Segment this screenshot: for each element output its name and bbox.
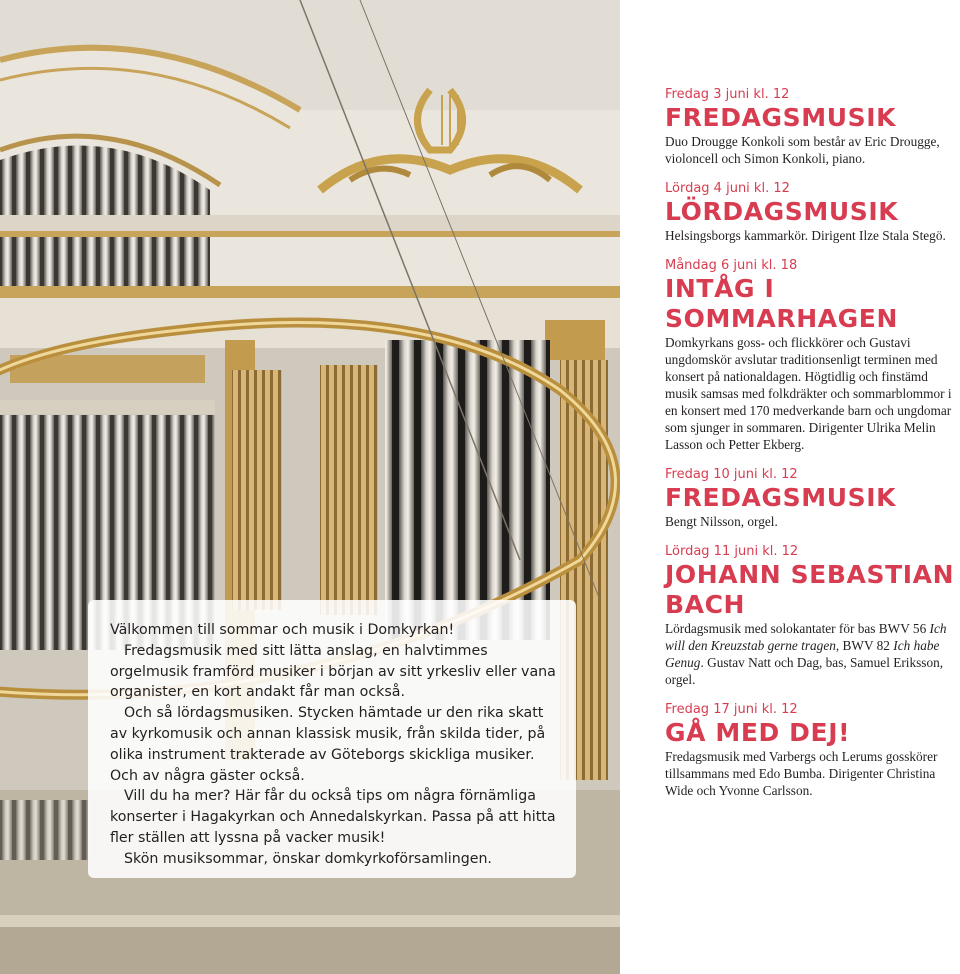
welcome-paragraph-tips: Vill du ha mer? Här får du också tips om några förnämliga konserter i Hagakyrkan och Annedalskyrkan. Passa på att hitta fler ställen att lyssna på vacker musik! bbox=[110, 788, 556, 846]
event-title: GÅ MED DEJ! bbox=[665, 718, 851, 747]
event-description: Helsingsborgs kammarkör. Dirigent Ilze Stala Stegö. bbox=[665, 228, 946, 243]
event-description-part: . Gustav Natt och Dag, bas, Samuel Eriksson, orgel. bbox=[665, 655, 944, 687]
event-date: Lördag 11 juni kl. 12 bbox=[665, 544, 799, 559]
event-description: Duo Drougge Konkoli som består av Eric Drougge, violoncell och Simon Konkoli, piano. bbox=[665, 134, 940, 166]
event-date: Fredag 3 juni kl. 12 bbox=[665, 87, 790, 102]
event-item bbox=[665, 701, 957, 799]
event-item bbox=[665, 543, 957, 688]
event-date: Fredag 17 juni kl. 12 bbox=[665, 702, 798, 717]
event-work-title: Ich will den Kreuzstab gerne tragen bbox=[665, 621, 947, 653]
welcome-heading: Välkommen till sommar och musik i Domkyrkan! bbox=[110, 622, 455, 638]
event-item bbox=[665, 466, 957, 530]
event-work-title: Ich habe Genug bbox=[665, 638, 940, 670]
welcome-paragraph-fredagsmusik: Fredagsmusik med sitt lätta anslag, en halvtimmes orgelmusik framförd musiker i början av sitt yrkesliv eller vana organister, en kort andakt får man också. bbox=[110, 642, 556, 701]
welcome-paragraph-lordagsmusik: Och så lördagsmusiken. Stycken hämtade ur den rika skatt av kyrkomusik och annan klassisk musik, från skilda tider, på olika instrument trakterade av Göteborgs skickliga musiker. Och av några gäster också. bbox=[110, 705, 546, 784]
event-date: Måndag 6 juni kl. 18 bbox=[665, 258, 798, 273]
event-title: LÖRDAGSMUSIK bbox=[665, 197, 899, 226]
events-list bbox=[665, 86, 957, 812]
event-description-part: Lördagsmusik med solokantater för bas BWV 56 bbox=[665, 621, 930, 636]
event-description: Domkyrkans goss- och flickkörer och Gustavi ungdomskör avslutar traditionsenligt terminen med konsert på nationaldagen. Högtidlig och finstämd musik samsas med folkdräkter och sommarblommor i en konsert med 170 medverkande barn och ungdomar som sjunger in sommaren. Dirigenter Ulrika Melin Lasson och Petter Ekberg. bbox=[665, 335, 952, 452]
event-date: Lördag 4 juni kl. 12 bbox=[665, 181, 790, 196]
event-title: JOHANN SEBASTIAN BACH bbox=[665, 560, 955, 619]
event-description: Bengt Nilsson, orgel. bbox=[665, 514, 778, 529]
event-description: Fredagsmusik med Varbergs och Lerums gosskörer tillsammans med Edo Bumba. Dirigenter Christina Wide och Yvonne Carlsson. bbox=[665, 749, 938, 798]
event-item bbox=[665, 180, 957, 244]
event-title: FREDAGSMUSIK bbox=[665, 103, 897, 132]
event-title: FREDAGSMUSIK bbox=[665, 483, 897, 512]
event-item bbox=[665, 86, 957, 167]
event-item bbox=[665, 257, 957, 453]
welcome-box bbox=[88, 600, 576, 878]
event-title: INTÅG I SOMMARHAGEN bbox=[665, 274, 899, 333]
welcome-paragraph-greeting: Skön musiksommar, önskar domkyrkoförsamlingen. bbox=[124, 850, 492, 867]
event-description bbox=[665, 620, 957, 688]
event-date: Fredag 10 juni kl. 12 bbox=[665, 467, 798, 482]
event-description-part: , BWV 82 bbox=[835, 638, 894, 653]
